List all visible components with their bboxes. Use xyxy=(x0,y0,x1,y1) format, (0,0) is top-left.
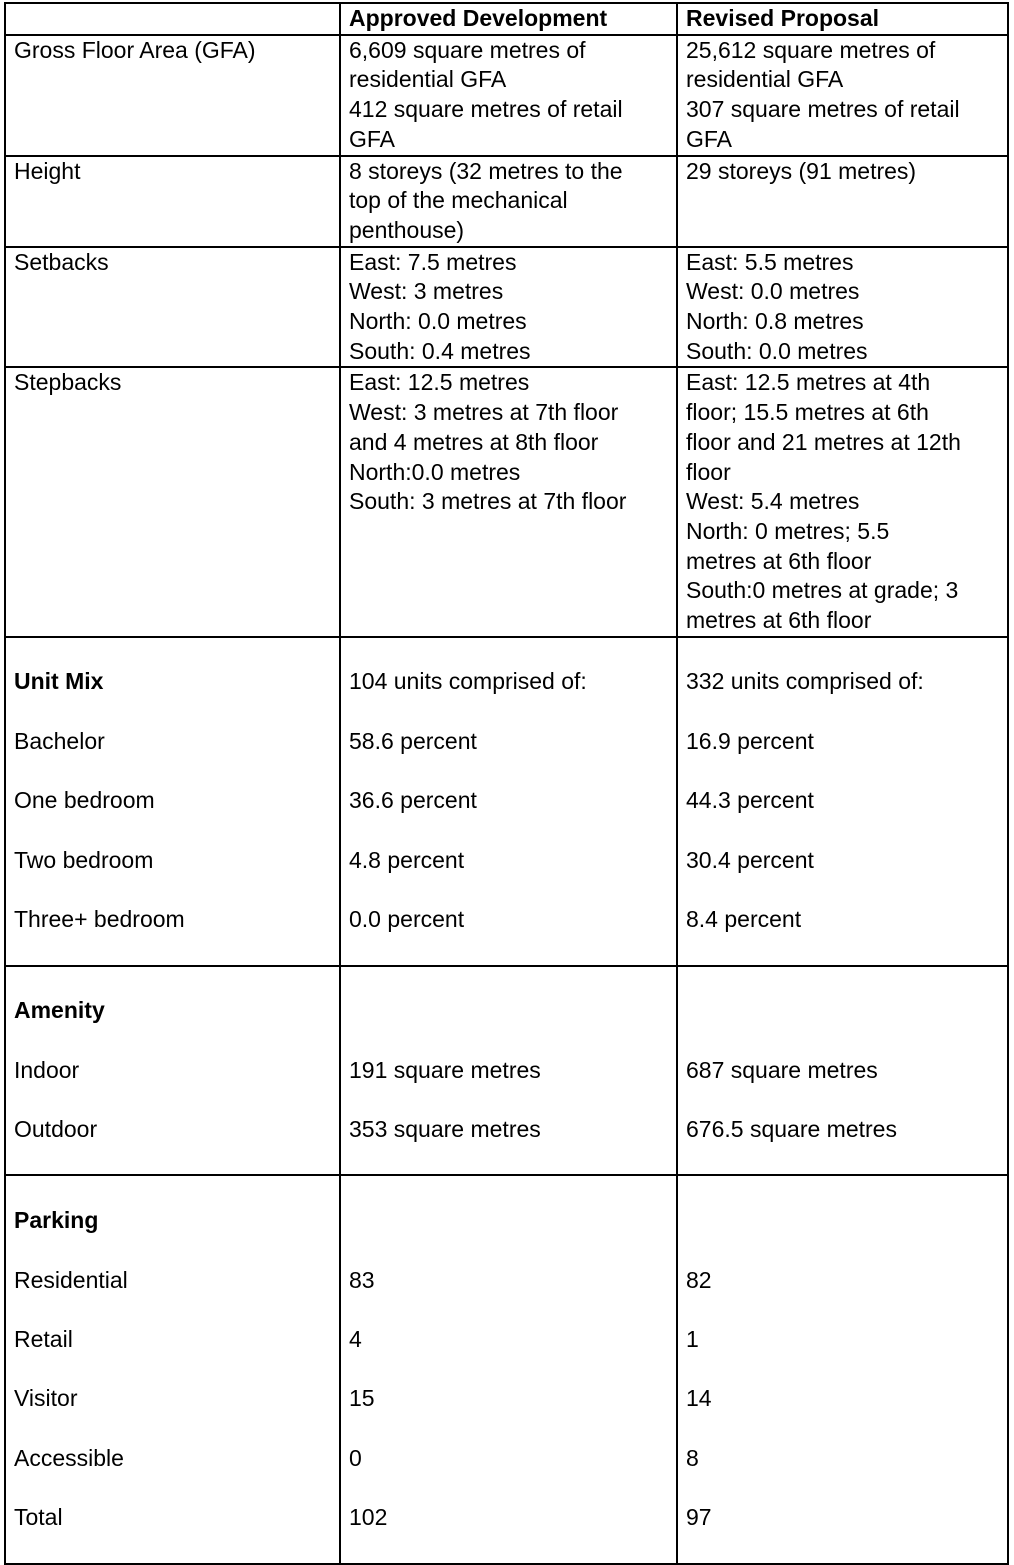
unit-mix-approved-value: 36.6 percent xyxy=(349,787,477,814)
row-parking xyxy=(5,1175,1008,1563)
header-row xyxy=(5,3,1008,35)
unit-mix-title: Unit Mix xyxy=(14,668,104,695)
unit-mix-label: Two bedroom xyxy=(14,846,154,873)
amenity-revised-value: 687 square metres xyxy=(686,1056,878,1083)
parking-spacer xyxy=(349,1206,676,1236)
setbacks-approved: East: 7.5 metres West: 3 metres North: 0.0 metres South: 0.4 metres xyxy=(340,247,677,368)
stepbacks-revised: East: 12.5 metres at 4th floor; 15.5 metres at 6th floor and 21 metres at 12th floor West: 5.4 metres North: 0 metres; 5.5 metres at 6th floor South:0 metres at grade; 3 metres at 6th floor xyxy=(677,367,1008,636)
parking-approved-value: 83 xyxy=(349,1266,375,1293)
unit-mix-label: Bachelor xyxy=(14,727,105,754)
unit-mix-label: Three+ bedroom xyxy=(14,906,185,933)
header-approved: Approved Development xyxy=(340,3,677,35)
amenity-label: Indoor xyxy=(14,1056,80,1083)
amenity-approved xyxy=(340,966,677,1176)
gfa-label: Gross Floor Area (GFA) xyxy=(5,35,340,156)
header-blank-cell xyxy=(5,3,340,35)
parking-label: Residential xyxy=(14,1266,128,1293)
stepbacks-label: Stepbacks xyxy=(5,367,340,636)
height-label: Height xyxy=(5,156,340,247)
unit-mix-revised xyxy=(677,637,1008,966)
gfa-revised: 25,612 square metres of residential GFA 307 square metres of retail GFA xyxy=(677,35,1008,156)
parking-label: Retail xyxy=(14,1325,73,1352)
parking-approved-value: 0 xyxy=(349,1444,362,1471)
amenity-revised xyxy=(677,966,1008,1176)
parking-revised-value: 8 xyxy=(686,1444,699,1471)
amenity-revised-value: 676.5 square metres xyxy=(686,1116,897,1143)
unit-mix-revised-value: 44.3 percent xyxy=(686,787,814,814)
row-unit-mix xyxy=(5,637,1008,966)
unit-mix-revised-value: 16.9 percent xyxy=(686,727,814,754)
parking-revised-value: 82 xyxy=(686,1266,712,1293)
gfa-approved: 6,609 square metres of residential GFA 412 square metres of retail GFA xyxy=(340,35,677,156)
parking-approved-value: 102 xyxy=(349,1504,388,1531)
parking-spacer xyxy=(686,1206,1007,1236)
setbacks-label: Setbacks xyxy=(5,247,340,368)
parking-revised xyxy=(677,1175,1008,1563)
unit-mix-approved-value: 4.8 percent xyxy=(349,846,465,873)
amenity-approved-value: 353 square metres xyxy=(349,1116,541,1143)
unit-mix-labels xyxy=(5,637,340,966)
header-revised: Revised Proposal xyxy=(677,3,1008,35)
row-setbacks xyxy=(5,247,1008,368)
height-revised: 29 storeys (91 metres) xyxy=(677,156,1008,247)
amenity-spacer xyxy=(349,996,676,1026)
row-gfa xyxy=(5,35,1008,156)
height-approved: 8 storeys (32 metres to the top of the mechanical penthouse) xyxy=(340,156,677,247)
unit-mix-revised-value: 8.4 percent xyxy=(686,906,802,933)
amenity-title: Amenity xyxy=(14,997,105,1024)
comparison-table xyxy=(4,2,1009,1565)
parking-approved xyxy=(340,1175,677,1563)
row-height xyxy=(5,156,1008,247)
unit-mix-revised-value: 30.4 percent xyxy=(686,846,814,873)
unit-mix-approved-intro: 104 units comprised of: xyxy=(349,668,587,695)
unit-mix-approved-value: 0.0 percent xyxy=(349,906,465,933)
stepbacks-approved: East: 12.5 metres West: 3 metres at 7th floor and 4 metres at 8th floor North:0.0 metres South: 3 metres at 7th floor xyxy=(340,367,677,636)
row-stepbacks xyxy=(5,367,1008,636)
unit-mix-revised-intro: 332 units comprised of: xyxy=(686,668,924,695)
row-amenity xyxy=(5,966,1008,1176)
parking-revised-value: 97 xyxy=(686,1504,712,1531)
amenity-label: Outdoor xyxy=(14,1116,98,1143)
parking-revised-value: 1 xyxy=(686,1325,699,1352)
parking-label: Visitor xyxy=(14,1385,78,1412)
unit-mix-approved-value: 58.6 percent xyxy=(349,727,477,754)
unit-mix-label: One bedroom xyxy=(14,787,155,814)
parking-approved-value: 4 xyxy=(349,1325,362,1352)
setbacks-revised: East: 5.5 metres West: 0.0 metres North: 0.8 metres South: 0.0 metres xyxy=(677,247,1008,368)
parking-label: Total xyxy=(14,1504,63,1531)
amenity-approved-value: 191 square metres xyxy=(349,1056,541,1083)
parking-title: Parking xyxy=(14,1207,99,1234)
amenity-spacer xyxy=(686,996,1007,1026)
parking-approved-value: 15 xyxy=(349,1385,375,1412)
parking-label: Accessible xyxy=(14,1444,124,1471)
parking-revised-value: 14 xyxy=(686,1385,712,1412)
unit-mix-approved xyxy=(340,637,677,966)
parking-labels xyxy=(5,1175,340,1563)
amenity-labels xyxy=(5,966,340,1176)
